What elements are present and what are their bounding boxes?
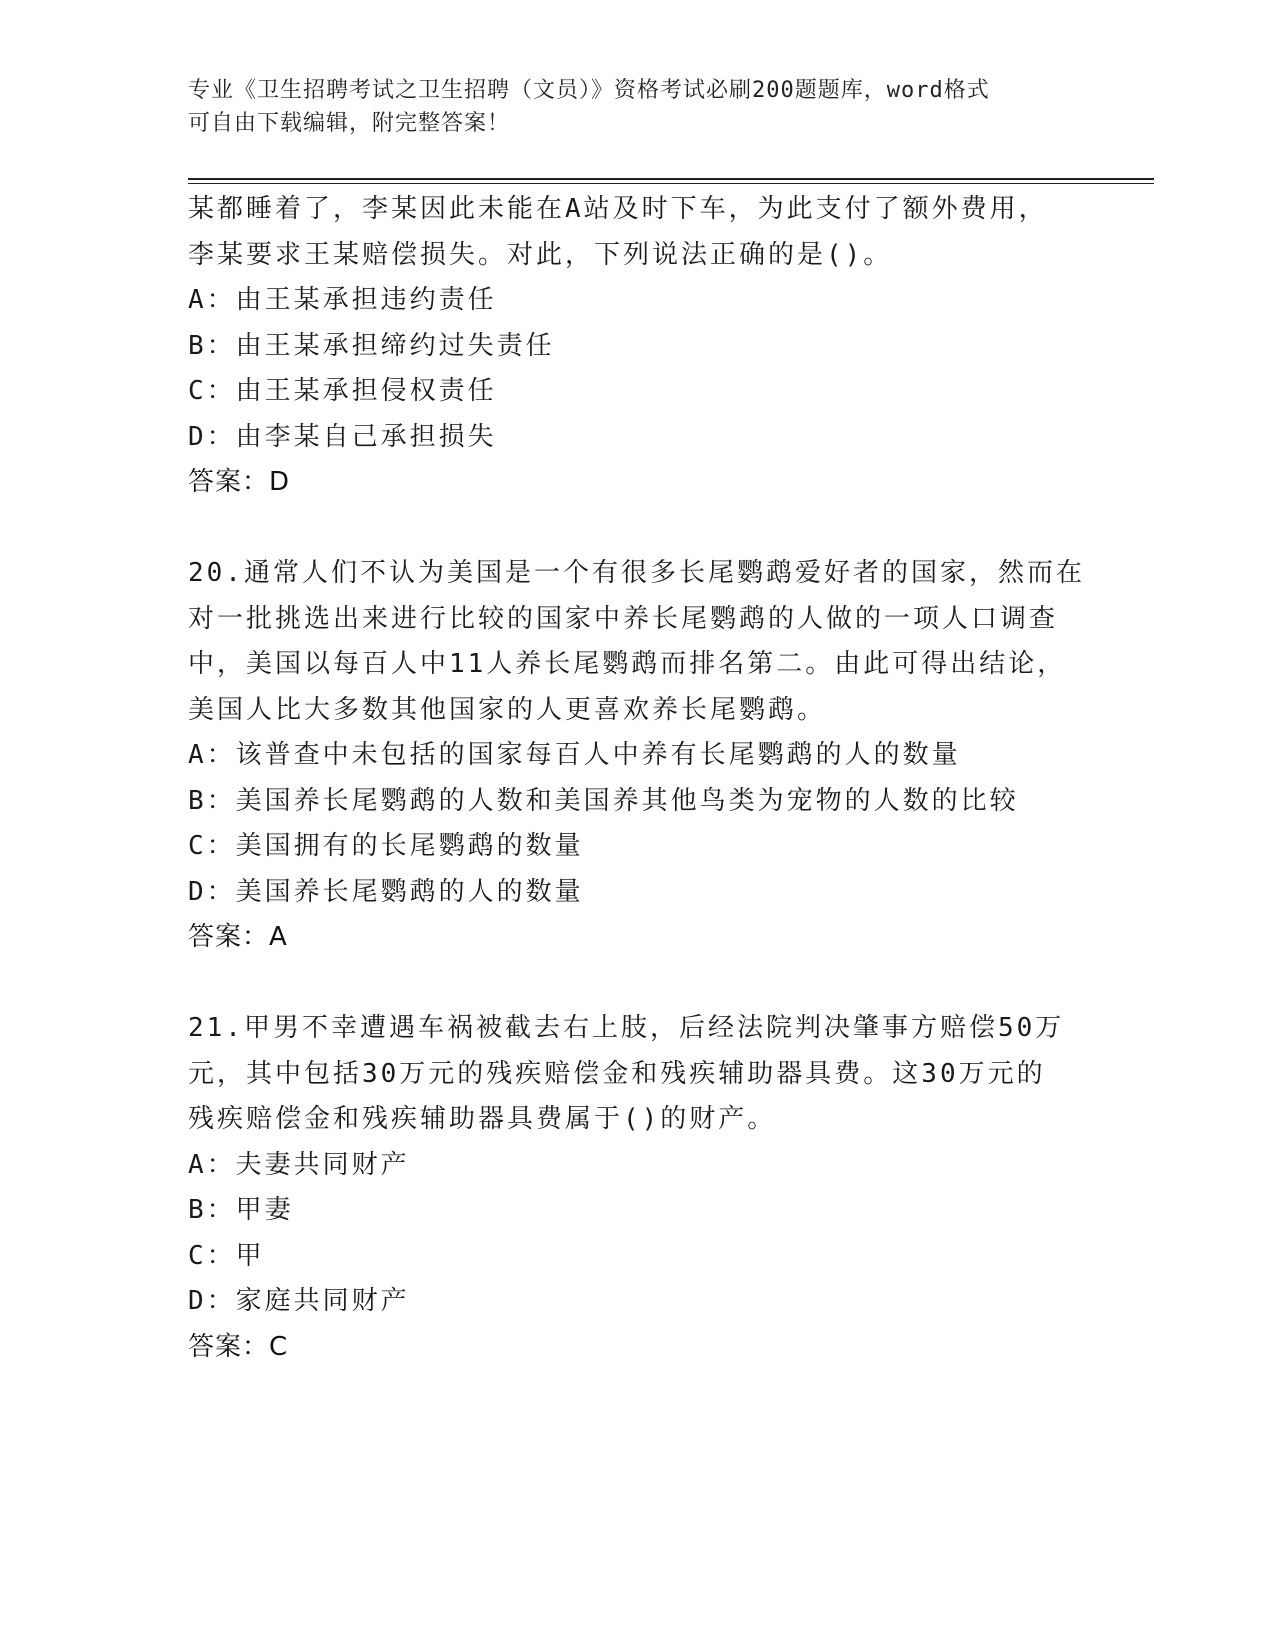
- question-stem-line: 中，美国以每百人中11人养长尾鹦鹉而排名第二。由此可得出结论，: [188, 649, 1067, 679]
- spacer: [188, 961, 1088, 1007]
- option-d: D：由李某自己承担损失: [188, 421, 497, 452]
- option-c: C：美国拥有的长尾鹦鹉的数量: [188, 831, 584, 861]
- header-line-1: 专业《卫生招聘考试之卫生招聘（文员）》资格考试必刷200题题库，word格式: [188, 78, 990, 103]
- option-c: C：由王某承担侵权责任: [188, 376, 497, 406]
- option-b: B：由王某承担缔约过失责任: [188, 330, 555, 361]
- option-d: D：家庭共同财产: [188, 1286, 410, 1316]
- question-list: [188, 187, 1088, 1370]
- answer-line: 答案：A: [188, 922, 288, 952]
- option-d: D：美国养长尾鹦鹉的人的数量: [188, 876, 584, 907]
- question-21: [188, 1006, 1088, 1370]
- question-stem-line: 残疾赔偿金和残疾辅助器具费属于()的财产。: [188, 1104, 777, 1134]
- answer-line: 答案：D: [188, 467, 291, 497]
- question-stem-line: 21.甲男不幸遭遇车祸被截去右上肢，后经法院判决肇事方赔偿50万: [188, 1013, 1065, 1043]
- question-stem-line: 元，其中包括30万元的残疾赔偿金和残疾辅助器具费。这30万元的: [188, 1058, 1046, 1089]
- answer-line: 答案：C: [188, 1331, 289, 1362]
- question-20: [188, 551, 1088, 961]
- question-stem-line: 对一批挑选出来进行比较的国家中养长尾鹦鹉的人做的一项人口调查: [188, 603, 1059, 634]
- question-stem-line: 20.通常人们不认为美国是一个有很多长尾鹦鹉爱好者的国家，然而在: [188, 558, 1085, 588]
- option-b: B：美国养长尾鹦鹉的人数和美国养其他鸟类为宠物的人数的比较: [188, 785, 1019, 816]
- question-19: [188, 187, 1088, 506]
- question-stem-line: 李某要求王某赔偿损失。对此，下列说法正确的是()。: [188, 239, 893, 270]
- question-stem-line: 美国人比大多数其他国家的人更喜欢养长尾鹦鹉。: [188, 694, 827, 725]
- header-rule-thin: [188, 183, 1154, 184]
- option-a: A：夫妻共同财产: [188, 1149, 410, 1180]
- header-line-2: 可自由下载编辑，附完整答案！: [188, 111, 511, 136]
- header-rule-thick: [188, 178, 1154, 180]
- spacer: [188, 506, 1088, 552]
- option-c: C：甲: [188, 1240, 265, 1271]
- option-b: B：甲妻: [188, 1195, 294, 1225]
- document-header: [188, 74, 1088, 140]
- option-a: A：由王某承担违约责任: [188, 285, 497, 315]
- option-a: A：该普查中未包括的国家每百人中养有长尾鹦鹉的人的数量: [188, 740, 961, 770]
- question-stem-line: 某都睡着了，李某因此未能在A站及时下车，为此支付了额外费用，: [188, 194, 1048, 224]
